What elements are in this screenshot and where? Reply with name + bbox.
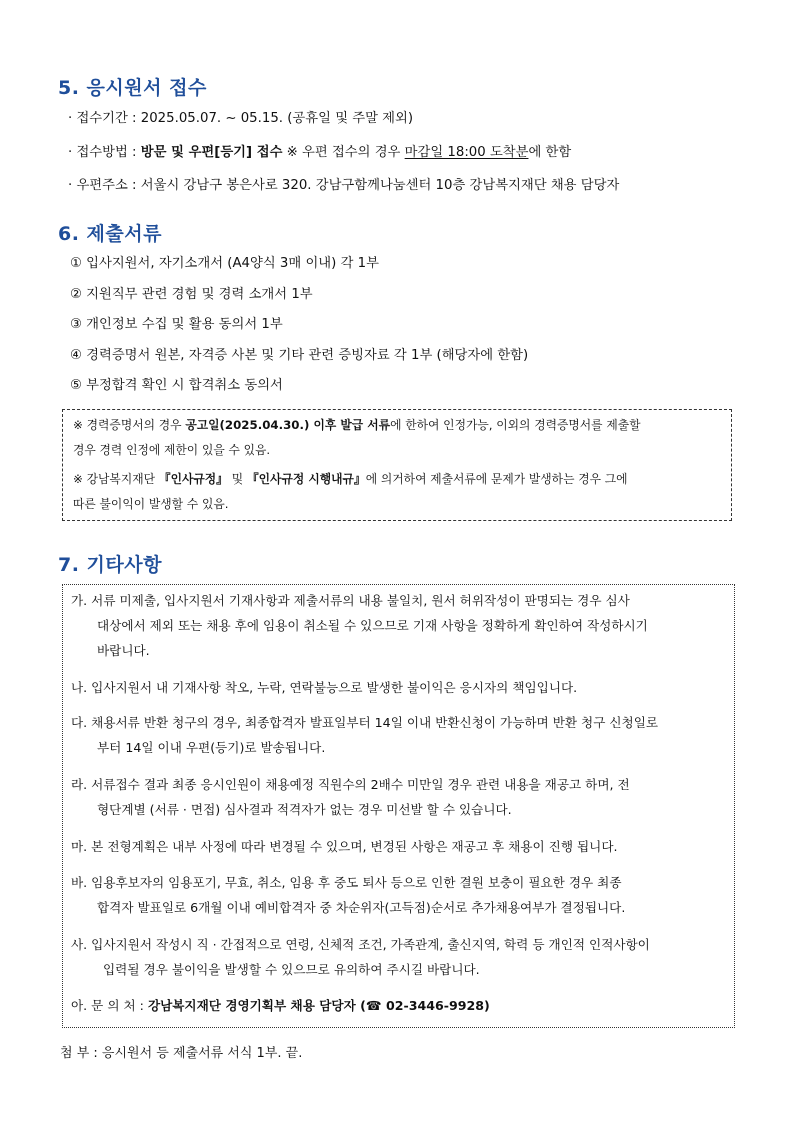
note1-prefix: ※ 경력증명서의 경우	[73, 418, 186, 432]
attachment-note: 첨 부 : 응시원서 등 제출서류 서식 1부. 끝.	[60, 1046, 303, 1061]
application-method	[68, 144, 571, 162]
document-item-1: ① 입사지원서, 자기소개서 (A4양식 3매 이내) 각 1부	[70, 256, 379, 271]
document-item-3: ③ 개인정보 수집 및 활용 동의서 1부	[70, 317, 283, 332]
note2-bold2: 『인사규정 시행내규』	[246, 472, 366, 486]
item-sa-line2: 입력될 경우 불이익을 발생할 수 있으므로 유의하여 주시길 바랍니다.	[103, 962, 480, 977]
item-na-line1: 나. 입사지원서 내 기재사항 착오, 누락, 연락불능으로 발생한 불이익은 응시자의 책임입니다.	[71, 680, 578, 695]
item-sa-line1: 사. 입사지원서 작성시 직 · 간접적으로 연령, 신체적 조건, 가족관계, 출신지역, 학력 등 개인적 인적사항이	[71, 937, 650, 952]
section6-heading: 6. 제출서류	[58, 223, 162, 245]
item-ba-line1: 바. 임용후보자의 임용포기, 무효, 취소, 임용 후 중도 퇴사 등으로 인한 결원 보충이 필요한 경우 최종	[71, 875, 622, 890]
note1-line2: 경우 경력 인정에 제한이 있을 수 있음.	[73, 443, 271, 457]
item-ga-line3: 바랍니다.	[97, 643, 150, 658]
item-ga-line1: 가. 서류 미제출, 입사지원서 기재사항과 제출서류의 내용 불일치, 원서 허위작성이 판명되는 경우 심사	[71, 593, 630, 608]
note1-suffix: 에 한하여 인정가능, 이외의 경력증명서를 제출할	[390, 418, 641, 432]
section7-heading: 7. 기타사항	[58, 554, 162, 576]
item-ra-line2: 형단계별 (서류 · 면접) 심사결과 적격자가 없는 경우 미선발 할 수 있습니다.	[97, 802, 512, 817]
note1-bold: 공고일(2025.04.30.) 이후 발급 서류	[185, 418, 391, 432]
method-note-suffix: 에 한함	[528, 145, 572, 160]
note2-bold1: 『인사규정』	[158, 472, 228, 486]
item-da-line2: 부터 14일 이내 우편(등기)로 발송됩니다.	[97, 740, 326, 755]
item-ra-line1: 라. 서류접수 결과 최종 응시인원이 채용예정 직원수의 2배수 미만일 경우 관련 내용을 재공고 하며, 전	[71, 777, 630, 792]
application-period: · 접수기간 : 2025.05.07. ~ 05.15. (공휴일 및 주말 제외)	[68, 111, 414, 126]
document-item-4: ④ 경력증명서 원본, 자격증 사본 및 기타 관련 증빙자료 각 1부 (해당자에 한함)	[70, 348, 529, 363]
note2-line2: 따른 불이익이 발생할 수 있음.	[73, 497, 229, 511]
document-note-box	[62, 409, 732, 521]
item-ma-line1: 마. 본 전형계획은 내부 사정에 따라 변경될 수 있으며, 변경된 사항은 재공고 후 채용이 진행 됩니다.	[71, 839, 618, 854]
item-ba-line2: 합격자 발표일로 6개월 이내 예비합격자 중 차순위자(고득점)순서로 추가채용여부가 결정됩니다.	[97, 900, 626, 915]
item-ga-line2: 대상에서 제외 또는 채용 후에 임용이 취소될 수 있으므로 기재 사항을 정확하게 확인하여 작성하시기	[97, 618, 648, 633]
method-prefix: · 접수방법 :	[68, 145, 141, 160]
method-note-prefix: ※ 우편 접수의 경우	[282, 145, 405, 160]
contact-prefix: 아. 문 의 처 :	[71, 998, 148, 1013]
note2-prefix: ※ 강남복지재단	[73, 472, 159, 486]
note2-mid: 및	[227, 472, 247, 486]
section5-heading: 5. 응시원서 접수	[58, 77, 207, 99]
contact-bold: 강남복지재단 경영기획부 채용 담당자 (☎ 02-3446-9928)	[147, 998, 490, 1013]
note2-line1	[73, 471, 628, 487]
postal-address: · 우편주소 : 서울시 강남구 봉은사로 320. 강남구함께나눔센터 10층 강남복지재단 채용 담당자	[68, 178, 620, 193]
misc-items-box	[62, 584, 735, 1028]
method-bold: 방문 및 우편[등기] 접수	[140, 145, 283, 160]
item-a-contact	[71, 998, 490, 1014]
document-item-5: ⑤ 부정합격 확인 시 합격취소 동의서	[70, 378, 283, 393]
item-da-line1: 다. 채용서류 반환 청구의 경우, 최종합격자 발표일부터 14일 이내 반환신청이 가능하며 반환 청구 신청일로	[71, 715, 659, 730]
method-note-underline: 마감일 18:00 도착분	[404, 145, 529, 160]
note2-suffix: 에 의거하여 제출서류에 문제가 발생하는 경우 그에	[365, 472, 628, 486]
note1-line1	[73, 417, 641, 433]
document-item-2: ② 지원직무 관련 경험 및 경력 소개서 1부	[70, 287, 313, 302]
